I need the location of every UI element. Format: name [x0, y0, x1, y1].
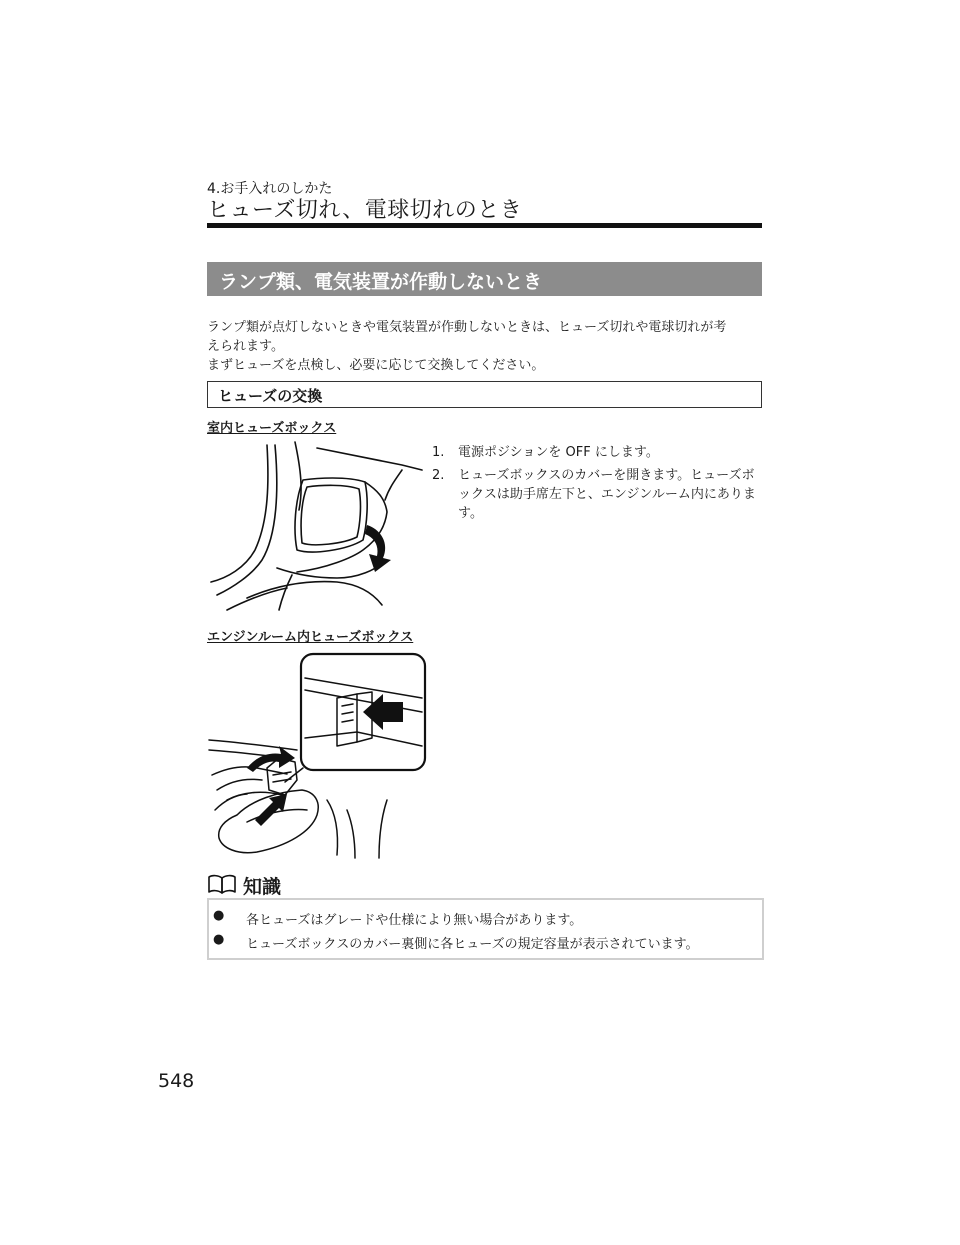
- knowledge-item-text: ヒューズボックスのカバー裏側に各ヒューズの規定容量が表示されています。: [246, 937, 699, 952]
- step-number: 1.: [432, 445, 445, 460]
- page-number: 548: [158, 1070, 195, 1092]
- engine-fuse-box-illustration: [207, 650, 429, 860]
- bullet-icon: ●: [213, 932, 225, 947]
- intro-text: [207, 318, 762, 375]
- intro-line: えられます。: [207, 339, 284, 354]
- engine-fuse-box-label: エンジンルーム内ヒューズボックス: [207, 630, 414, 645]
- subsection-header-box: [207, 381, 762, 408]
- steps-list: [432, 443, 762, 527]
- step-item: [432, 443, 762, 462]
- knowledge-item-text: 各ヒューズはグレードや仕様により無い場合があります。: [246, 913, 583, 928]
- subsection-title: ヒューズの交換: [218, 387, 323, 405]
- step-item: [432, 466, 762, 523]
- page-title: ヒューズ切れ、電球切れのとき: [207, 198, 523, 223]
- interior-fuse-box-label: 室内ヒューズボックス: [207, 421, 337, 436]
- section-header-bar: [207, 262, 762, 296]
- knowledge-box: [207, 898, 764, 960]
- step-number: 2.: [432, 468, 445, 483]
- book-icon: [207, 874, 237, 894]
- chapter-label: 4.お手入れのしかた: [207, 181, 333, 197]
- section-title: ランプ類、電気装置が作動しないとき: [219, 271, 543, 293]
- bullet-icon: ●: [213, 908, 225, 923]
- title-rule: [207, 223, 762, 228]
- knowledge-title: 知識: [243, 876, 282, 898]
- interior-fuse-box-illustration: [207, 440, 429, 612]
- step-text: 電源ポジションを OFF にします。: [458, 445, 659, 460]
- step-text: ヒューズボックスのカバーを開きます。ヒューズボックスは助手席左下と、エンジンルーム内にあります。: [458, 468, 756, 521]
- intro-line: まずヒューズを点検し、必要に応じて交換してください。: [207, 358, 545, 373]
- intro-line: ランプ類が点灯しないときや電気装置が作動しないときは、ヒューズ切れや電球切れが考: [207, 320, 727, 335]
